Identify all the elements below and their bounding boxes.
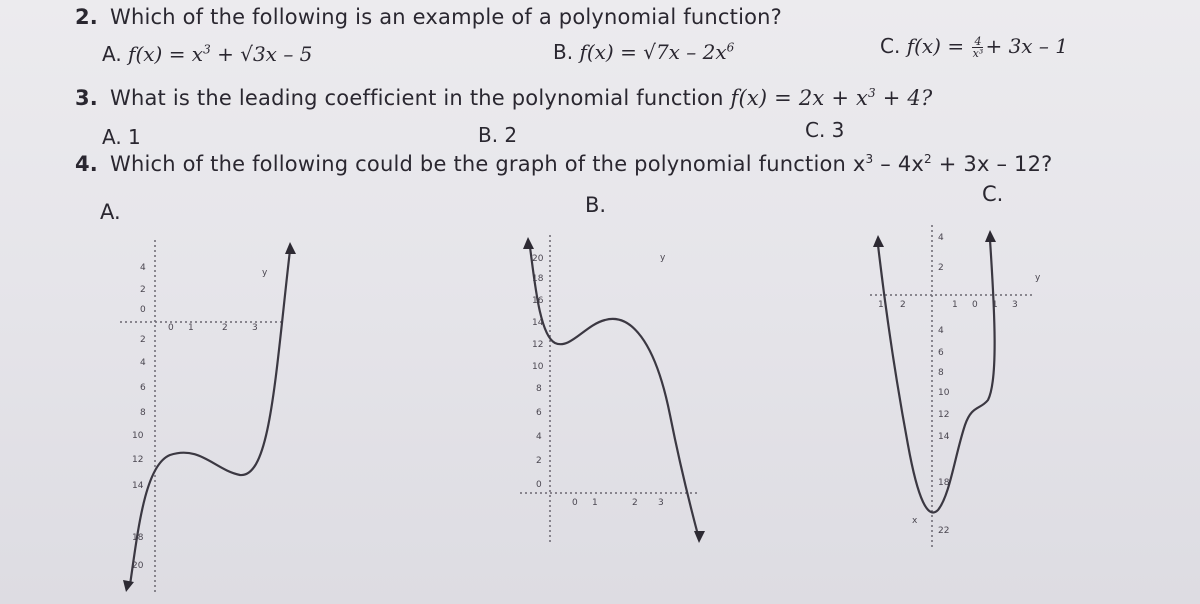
y-tick-label: 6 xyxy=(536,408,542,418)
y-tick-labels xyxy=(532,254,544,490)
question-prompt: What is the leading coefficient in the polynomial function xyxy=(110,86,724,110)
y-tick-label: 10 xyxy=(532,362,544,372)
x-tick-label: 2 xyxy=(222,323,228,333)
y-tick-label: 22 xyxy=(938,526,950,536)
y-tick-label: 18 xyxy=(532,274,544,284)
y-tick-label: 0 xyxy=(536,480,542,490)
y-tick-label: 12 xyxy=(938,410,950,420)
y-tick-label: 4 xyxy=(140,358,146,368)
y-tick-label: 20 xyxy=(132,561,144,571)
option-expression: $f(x) = √7x - 2x^6$ xyxy=(579,40,735,64)
y-tick-label: 2 xyxy=(536,456,542,466)
y-tick-label: 4 xyxy=(938,326,944,336)
x-tick-label: 0 xyxy=(572,498,578,508)
x-tick-label: 3 xyxy=(252,323,258,333)
y-tick-label: 14 xyxy=(532,318,544,328)
q4-option-c-label: C. xyxy=(982,182,1004,206)
q3-option-b: B. 2 xyxy=(478,123,518,147)
x-tick-label: 1 xyxy=(952,300,958,310)
y-tick-label: 12 xyxy=(132,455,144,465)
y-axis-label: y xyxy=(1035,273,1041,283)
y-tick-label: 20 xyxy=(532,254,544,264)
fraction: $\frac{4}{\text{x³}}$ xyxy=(972,35,984,60)
arrow-up-icon xyxy=(873,235,884,247)
arrow-down-icon xyxy=(123,580,134,592)
y-tick-label: 0 xyxy=(140,305,146,315)
option-label: A. xyxy=(102,42,122,66)
y-tick-label: 12 xyxy=(532,340,544,350)
option-label: B. xyxy=(553,40,574,64)
question-3 xyxy=(75,86,932,110)
x-axis-label: x xyxy=(912,516,918,526)
y-tick-label: 2 xyxy=(938,263,944,273)
x-tick-label: 0 xyxy=(168,323,174,333)
question-number: 2. xyxy=(75,5,98,29)
y-tick-label: 6 xyxy=(938,348,944,358)
y-tick-label: 4 xyxy=(140,263,146,273)
x-tick-label: 1 xyxy=(592,498,598,508)
x-tick-label: 0 xyxy=(972,300,978,310)
x-tick-label: 3 xyxy=(1012,300,1018,310)
question-number: 3. xyxy=(75,86,98,110)
polynomial-curve xyxy=(130,250,290,585)
y-tick-label: 8 xyxy=(140,408,146,418)
x-tick-label: 3 xyxy=(658,498,664,508)
y-tick-label: 8 xyxy=(938,368,944,378)
x-tick-labels xyxy=(572,498,664,508)
y-tick-label: 16 xyxy=(532,296,544,306)
arrow-up-icon xyxy=(985,230,996,242)
y-tick-label: 4 xyxy=(938,233,944,243)
polynomial-expression: $f(x) = 2x + x^3 + 4$? xyxy=(730,86,933,110)
question-2 xyxy=(75,5,782,29)
graph-a xyxy=(110,230,310,600)
arrow-up-icon xyxy=(285,242,296,254)
x-tick-label: 2 xyxy=(632,498,638,508)
x-tick-labels xyxy=(878,300,1018,310)
polynomial-curve xyxy=(878,240,995,512)
q4-option-a-label: A. xyxy=(100,200,121,224)
q2-option-b xyxy=(553,40,734,64)
x-tick-label: 1 xyxy=(992,300,998,310)
y-tick-label: 10 xyxy=(938,388,950,398)
polynomial-curve xyxy=(530,247,698,535)
option-expression: $f(x) = x^3 + √3x - 5$ xyxy=(128,42,313,66)
graph-c xyxy=(860,215,1060,555)
x-tick-label: 1 xyxy=(188,323,194,333)
y-tick-label: 18 xyxy=(938,478,950,488)
graph-b xyxy=(510,225,730,555)
x-tick-labels xyxy=(168,323,258,333)
y-axis-label: y xyxy=(660,253,666,263)
y-tick-label: 18 xyxy=(132,533,144,543)
arrow-up-icon xyxy=(523,237,534,249)
q4-option-b-label: B. xyxy=(585,193,607,217)
question-number: 4. xyxy=(75,152,98,176)
question-4: 4. Which of the following could be the graph of the polynomial function $x^3 - 4x^2 + 3x - 12$? xyxy=(75,152,1053,176)
y-tick-label: 14 xyxy=(938,432,950,442)
option-label: C. xyxy=(880,34,901,58)
y-tick-label: 4 xyxy=(536,432,542,442)
y-tick-label: 2 xyxy=(140,335,146,345)
y-tick-label: 2 xyxy=(140,285,146,295)
y-tick-label: 6 xyxy=(140,383,146,393)
x-tick-label: 1 xyxy=(878,300,884,310)
q3-option-a: A. 1 xyxy=(102,125,141,149)
q3-option-c: C. 3 xyxy=(805,118,845,142)
y-tick-label: 10 xyxy=(132,431,144,441)
q2-option-c xyxy=(880,34,1068,59)
question-prompt: Which of the following is an example of a polynomial function? xyxy=(110,5,783,29)
y-tick-label: 8 xyxy=(536,384,542,394)
x-tick-label: 2 xyxy=(900,300,906,310)
y-tick-label: 14 xyxy=(132,481,144,491)
question-prompt: Which of the following could be the graph of the polynomial function x xyxy=(110,152,866,176)
arrow-down-icon xyxy=(694,531,705,543)
q2-option-a xyxy=(102,42,312,66)
option-expression: f(x) = $\frac{4}{\text{x³}}$ + 3x – 1 xyxy=(906,34,1069,60)
y-axis-label: y xyxy=(262,268,268,278)
